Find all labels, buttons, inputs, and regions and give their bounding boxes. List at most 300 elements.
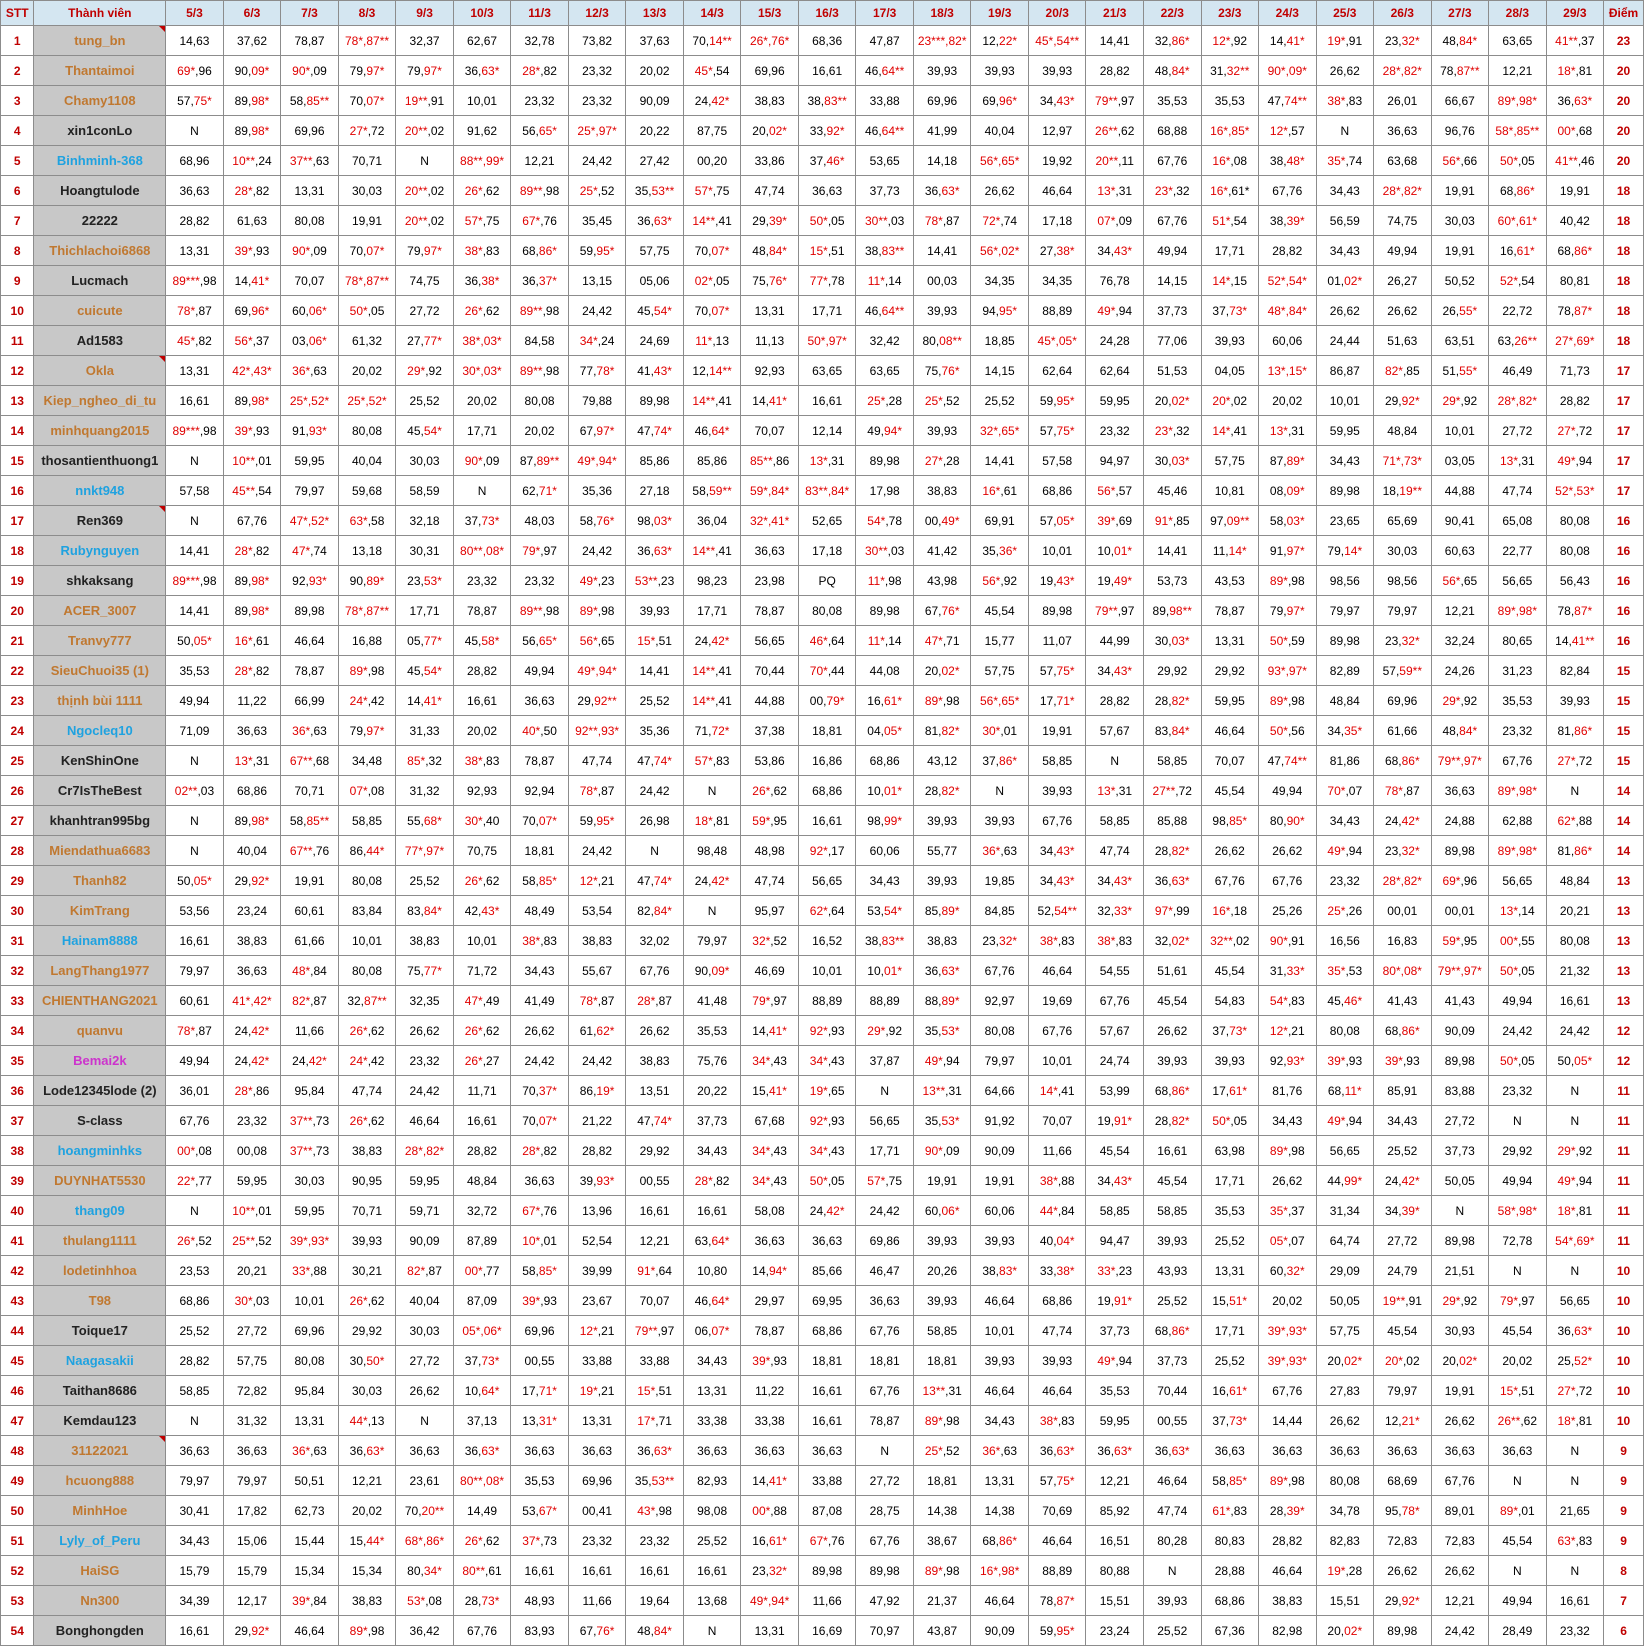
- hit-mark: 15*: [637, 1383, 656, 1398]
- score-cell: 9: [1604, 1496, 1644, 1526]
- hit-mark: 78*: [177, 1023, 196, 1038]
- pick-cell: 91,62: [453, 116, 511, 146]
- row-number: 49: [1, 1466, 34, 1496]
- pick-cell: 60,32*: [1259, 1256, 1317, 1286]
- hit-mark: 34*: [752, 1053, 771, 1068]
- pick-cell: 20,02*: [1316, 1346, 1374, 1376]
- pick-cell: 35,53: [1489, 686, 1547, 716]
- pick-cell: 98,48: [683, 836, 741, 866]
- pick-cell: 51,63: [1374, 326, 1432, 356]
- pick-cell: 00,01: [1431, 896, 1489, 926]
- pick-cell: 59,95: [396, 1166, 454, 1196]
- pick-cell: 26,62: [1431, 1556, 1489, 1586]
- header-score: Điểm: [1604, 1, 1644, 26]
- hit-mark: 89*,98*: [1497, 783, 1538, 798]
- hit-mark: 19*: [1327, 33, 1346, 48]
- pick-cell: 17,18: [798, 536, 856, 566]
- score-cell: 13: [1604, 986, 1644, 1016]
- hit-mark: 42*: [711, 93, 730, 108]
- pick-cell: 16,61: [166, 1616, 224, 1646]
- pick-cell: 79,97: [683, 926, 741, 956]
- header-date: 9/3: [396, 1, 454, 26]
- row-number: 30: [1, 896, 34, 926]
- pick-cell: 27,72: [396, 1346, 454, 1376]
- pick-cell: 26*,52: [166, 1226, 224, 1256]
- pick-cell: 92,93: [741, 356, 799, 386]
- pick-cell: 45,54: [1201, 776, 1259, 806]
- row-number: 32: [1, 956, 34, 986]
- hit-mark: 96*: [251, 303, 270, 318]
- pick-cell: 25,52: [166, 1316, 224, 1346]
- pick-cell: 29,92: [1201, 656, 1259, 686]
- pick-cell: 39,93: [913, 416, 971, 446]
- pick-cell: 79*,97: [741, 986, 799, 1016]
- pick-cell: 14,44: [1259, 1406, 1317, 1436]
- hit-mark: 06*: [308, 303, 327, 318]
- pick-cell: [568, 716, 626, 746]
- pick-cell: 79**,97: [626, 1316, 684, 1346]
- pick-cell: 88,89: [856, 986, 914, 1016]
- pick-cell: 39*,93: [1374, 1046, 1432, 1076]
- pick-cell: 26*,62: [741, 776, 799, 806]
- pick-cell: 47*,74: [281, 536, 339, 566]
- hit-mark: 19*: [596, 1083, 615, 1098]
- pick-cell: N: [626, 836, 684, 866]
- pick-cell: 47,74*: [626, 416, 684, 446]
- hit-mark: 74*: [653, 423, 672, 438]
- hit-mark: 28*: [522, 1143, 541, 1158]
- pick-cell: 37,73*: [1201, 1016, 1259, 1046]
- pick-cell: 40,04: [971, 116, 1029, 146]
- pick-cell: 19*,28: [1316, 1556, 1374, 1586]
- pick-cell: 04,05: [1201, 356, 1259, 386]
- table-row: [1, 1226, 1644, 1256]
- pick-cell: 16,61*: [1489, 236, 1547, 266]
- hit-mark: 28*,82*: [1497, 393, 1538, 408]
- pick-cell: 11,07: [1028, 626, 1086, 656]
- pick-cell: 72,83: [1431, 1526, 1489, 1556]
- hit-mark: 92*: [1401, 393, 1420, 408]
- pick-cell: [798, 476, 856, 506]
- hit-mark: 51*: [1229, 1293, 1248, 1308]
- hit-mark: 86*: [999, 1533, 1018, 1548]
- hit-mark: 45*: [177, 333, 196, 348]
- hit-mark: 50*,97*: [807, 333, 847, 348]
- hit-mark: 61*: [768, 1533, 787, 1548]
- pick-cell: 16,61*: [856, 686, 914, 716]
- hit-mark: 71*,73*: [1382, 453, 1422, 468]
- hit-mark: 96*: [999, 93, 1018, 108]
- header-member: Thành viên: [34, 1, 166, 26]
- table-row: [1, 386, 1644, 416]
- hit-mark: 90*: [464, 453, 483, 468]
- pick-cell: 32,37: [396, 26, 454, 56]
- pick-cell: 89,98: [281, 596, 339, 626]
- hit-mark: 50*: [1499, 1053, 1518, 1068]
- table-row: [1, 1016, 1644, 1046]
- pick-cell: 20,26: [913, 1256, 971, 1286]
- pick-cell: 18,81: [913, 1346, 971, 1376]
- pick-cell: 39,93: [1143, 1226, 1201, 1256]
- pick-cell: 89,98: [1431, 836, 1489, 866]
- row-number: 27: [1, 806, 34, 836]
- pick-cell: 27**,72: [1143, 776, 1201, 806]
- hit-mark: 88**,99*: [460, 153, 505, 168]
- pick-cell: 32**,02: [1201, 926, 1259, 956]
- hit-mark: 87**: [1456, 63, 1480, 78]
- pick-cell: 39*,69: [1086, 506, 1144, 536]
- pick-cell: 14,94*: [741, 1256, 799, 1286]
- member-name: Ad1583: [34, 326, 166, 356]
- hit-mark: 27**: [1152, 783, 1176, 798]
- pick-cell: 67,76*: [568, 1616, 626, 1646]
- pick-cell: N: [1546, 1106, 1604, 1136]
- hit-mark: 83**: [881, 243, 905, 258]
- pick-cell: 57,75: [1201, 446, 1259, 476]
- hit-mark: 38*: [464, 243, 483, 258]
- pick-cell: 69,91: [971, 506, 1029, 536]
- pick-cell: 46,64: [1143, 1466, 1201, 1496]
- pick-cell: 89,98: [856, 1556, 914, 1586]
- pick-cell: 43,53: [1201, 566, 1259, 596]
- table-row: [1, 1526, 1644, 1556]
- pick-cell: 29,92*: [1374, 1586, 1432, 1616]
- pick-cell: 80,65: [1489, 626, 1547, 656]
- hit-mark: 83**: [824, 93, 847, 108]
- hit-mark: 11*: [867, 273, 885, 288]
- pick-cell: 08,09*: [1259, 476, 1317, 506]
- pick-cell: 21,37: [913, 1586, 971, 1616]
- hit-mark: 25*: [1327, 903, 1346, 918]
- pick-cell: 48,84: [1546, 866, 1604, 896]
- pick-cell: 57*,75: [856, 1166, 914, 1196]
- hit-mark: 89*: [1499, 1503, 1518, 1518]
- score-cell: 8: [1604, 1556, 1644, 1586]
- score-cell: 20: [1604, 146, 1644, 176]
- table-row: [1, 926, 1644, 956]
- pick-cell: [396, 1136, 454, 1166]
- pick-cell: 47,74: [1489, 476, 1547, 506]
- pick-cell: 39,93: [1028, 776, 1086, 806]
- hit-mark: 07*: [366, 243, 385, 258]
- pick-cell: [453, 356, 511, 386]
- pick-cell: 38,39*: [1259, 206, 1317, 236]
- pick-cell: 36,63: [856, 1286, 914, 1316]
- pick-cell: 49,94: [511, 656, 569, 686]
- pick-cell: 25,52: [396, 386, 454, 416]
- pick-cell: 38,83: [913, 476, 971, 506]
- hit-mark: 41**: [1555, 153, 1578, 168]
- pick-cell: 82,93: [683, 1466, 741, 1496]
- pick-cell: 80,83: [1201, 1526, 1259, 1556]
- pick-cell: 26,62: [1431, 1406, 1489, 1436]
- hit-mark: 54*: [423, 663, 442, 678]
- pick-cell: 71,73: [1546, 356, 1604, 386]
- pick-cell: 78,87: [1201, 596, 1259, 626]
- pick-cell: 67,76: [1201, 866, 1259, 896]
- pick-cell: 41**,46: [1546, 146, 1604, 176]
- hit-mark: 07*: [711, 1323, 730, 1338]
- pick-cell: 59,95: [281, 446, 339, 476]
- hit-mark: 52*: [1574, 1353, 1593, 1368]
- hit-mark: 39*: [1327, 1053, 1346, 1068]
- pick-cell: 55,67: [568, 956, 626, 986]
- pick-cell: 39,93: [1201, 1046, 1259, 1076]
- hit-mark: 11*: [867, 573, 885, 588]
- hit-mark: 00*: [752, 1503, 771, 1518]
- pick-cell: 12,21: [626, 1226, 684, 1256]
- pick-cell: [741, 506, 799, 536]
- pick-cell: 13,31: [1201, 1256, 1259, 1286]
- hit-mark: 59**: [709, 483, 732, 498]
- pick-cell: N: [856, 1076, 914, 1106]
- pick-cell: 41,99: [913, 116, 971, 146]
- pick-cell: 53**,23: [626, 566, 684, 596]
- pick-cell: 52,65: [798, 506, 856, 536]
- pick-cell: 98,56: [1316, 566, 1374, 596]
- pick-cell: 67,76: [1259, 1376, 1317, 1406]
- pick-cell: 19*,91: [1316, 26, 1374, 56]
- hit-mark: 78*: [177, 303, 196, 318]
- hit-mark: 14**: [692, 693, 716, 708]
- pick-cell: 45,54: [1143, 1166, 1201, 1196]
- pick-cell: 24,42: [568, 146, 626, 176]
- pick-cell: 61,63: [223, 206, 281, 236]
- pick-cell: 46*,64: [798, 626, 856, 656]
- pick-cell: 85,92: [1086, 1496, 1144, 1526]
- pick-cell: 57,75*: [1028, 656, 1086, 686]
- pick-cell: 35,36: [626, 716, 684, 746]
- pick-cell: 13,31: [971, 1466, 1029, 1496]
- pick-cell: 79,88: [568, 386, 626, 416]
- pick-cell: 79**,97: [1086, 596, 1144, 626]
- pick-cell: 44*,13: [338, 1406, 396, 1436]
- pick-cell: 47,74*: [626, 866, 684, 896]
- pick-cell: 36,63*: [338, 1436, 396, 1466]
- pick-cell: 39,93: [913, 56, 971, 86]
- hit-mark: 89*: [349, 1623, 368, 1638]
- table-row: [1, 956, 1644, 986]
- pick-cell: 17,18: [1028, 206, 1086, 236]
- hit-mark: 99*: [883, 813, 903, 828]
- pick-cell: 15*,51: [626, 626, 684, 656]
- pick-cell: 15,34: [281, 1556, 339, 1586]
- pick-cell: 67,76: [1143, 146, 1201, 176]
- pick-cell: 20,02: [338, 356, 396, 386]
- score-cell: 10: [1604, 1376, 1644, 1406]
- header-date: 28/3: [1489, 1, 1547, 26]
- pick-cell: 10,01: [1431, 416, 1489, 446]
- pick-cell: [338, 266, 396, 296]
- hit-mark: 12*: [579, 873, 598, 888]
- hit-mark: 89*: [366, 573, 385, 588]
- pick-cell: 41,43*: [626, 356, 684, 386]
- hit-mark: 70*: [809, 663, 828, 678]
- hit-mark: 18*: [1557, 1413, 1576, 1428]
- pick-cell: 24,42: [511, 1046, 569, 1076]
- hit-mark: 42*: [251, 1053, 270, 1068]
- pick-cell: 65,08: [1489, 506, 1547, 536]
- pick-cell: 36,63: [1316, 1436, 1374, 1466]
- hit-mark: 26**: [1514, 333, 1538, 348]
- hit-mark: 16*: [982, 483, 1001, 498]
- pick-cell: N: [166, 746, 224, 776]
- pick-cell: 20,02: [338, 1496, 396, 1526]
- pick-cell: 29,09: [1316, 1256, 1374, 1286]
- pick-cell: 30,03*: [1143, 626, 1201, 656]
- hit-mark: 92*: [826, 123, 845, 138]
- pick-cell: 24,42*: [683, 866, 741, 896]
- hit-mark: 32*: [999, 933, 1018, 948]
- pick-cell: 25*,26: [1316, 896, 1374, 926]
- hit-mark: 20**: [404, 183, 428, 198]
- pick-cell: 01,02*: [1316, 266, 1374, 296]
- hit-mark: 86*: [1171, 1323, 1190, 1338]
- pick-cell: 30,03: [1431, 206, 1489, 236]
- pick-cell: 24*,42: [338, 1046, 396, 1076]
- pick-cell: 38,83: [568, 926, 626, 956]
- pick-cell: 06,07*: [683, 1316, 741, 1346]
- pick-cell: 12*,92: [1201, 26, 1259, 56]
- hit-mark: 05*: [193, 873, 212, 888]
- row-number: 12: [1, 356, 34, 386]
- pick-cell: 82*,87: [281, 986, 339, 1016]
- pick-cell: 37,73: [856, 176, 914, 206]
- pick-cell: 13*,31: [1259, 416, 1317, 446]
- pick-cell: 91,93*: [281, 416, 339, 446]
- pick-cell: 47,92: [856, 1586, 914, 1616]
- pick-cell: [453, 536, 511, 566]
- hit-mark: 09*: [1286, 483, 1305, 498]
- pick-cell: 27,72: [1374, 1226, 1432, 1256]
- hit-mark: 11*: [867, 633, 885, 648]
- pick-cell: 91,92: [971, 1106, 1029, 1136]
- pick-cell: 95,84: [281, 1076, 339, 1106]
- pick-cell: 11*,14: [856, 626, 914, 656]
- pick-cell: 67,76: [453, 1616, 511, 1646]
- hit-mark: 37**: [289, 153, 313, 168]
- pick-cell: 30,03: [396, 446, 454, 476]
- pick-cell: 38*,83: [453, 746, 511, 776]
- pick-cell: 59,95*: [568, 806, 626, 836]
- pick-cell: 49,94: [166, 1046, 224, 1076]
- score-cell: 10: [1604, 1286, 1644, 1316]
- pick-cell: 69,96: [1374, 686, 1432, 716]
- pick-cell: 30,03: [338, 1376, 396, 1406]
- hit-mark: 79**,97*: [1437, 753, 1482, 768]
- pick-cell: 33,88: [798, 1466, 856, 1496]
- pick-cell: 28*,82: [511, 56, 569, 86]
- hit-mark: 38*: [1039, 1173, 1058, 1188]
- pick-cell: 27,18: [626, 476, 684, 506]
- header-date: 22/3: [1143, 1, 1201, 26]
- pick-cell: 24,42*: [683, 86, 741, 116]
- score-cell: 15: [1604, 686, 1644, 716]
- pick-cell: 18*,81: [1546, 56, 1604, 86]
- hit-mark: 44*: [366, 1533, 385, 1548]
- pick-cell: 45,46*: [1316, 986, 1374, 1016]
- hit-mark: 89***: [172, 273, 200, 288]
- hit-mark: 83**,84*: [805, 483, 850, 498]
- hit-mark: 93*: [308, 573, 327, 588]
- pick-cell: N: [683, 776, 741, 806]
- hit-mark: 95*: [596, 813, 615, 828]
- hit-mark: 41*: [768, 393, 787, 408]
- hit-mark: 63*: [1574, 1323, 1593, 1338]
- pick-cell: 14*,15: [1201, 266, 1259, 296]
- pick-cell: 10**,24: [223, 146, 281, 176]
- pick-cell: 56,65: [1316, 1136, 1374, 1166]
- pick-cell: 79,97*: [396, 56, 454, 86]
- pick-cell: 36,63*: [626, 206, 684, 236]
- hit-mark: 82*: [1171, 843, 1190, 858]
- pick-cell: [1489, 206, 1547, 236]
- pick-cell: 34,43: [1374, 1106, 1432, 1136]
- row-number: 9: [1, 266, 34, 296]
- hit-mark: 91*: [1154, 513, 1173, 528]
- hit-mark: 54*: [883, 903, 903, 918]
- hit-mark: 14*: [1212, 273, 1231, 288]
- hit-mark: 02*: [1344, 1623, 1363, 1638]
- pick-cell: 68,36: [798, 26, 856, 56]
- pick-cell: 64,66: [971, 1076, 1029, 1106]
- pick-cell: 34*,43: [798, 1136, 856, 1166]
- hit-mark: 07*: [711, 303, 730, 318]
- hit-mark: 78*: [579, 783, 598, 798]
- pick-cell: 69,96*: [971, 86, 1029, 116]
- pick-cell: 43,93: [1143, 1256, 1201, 1286]
- pick-cell: 45,54: [1374, 1316, 1432, 1346]
- row-number: 28: [1, 836, 34, 866]
- pick-cell: 65,69: [1374, 506, 1432, 536]
- pick-cell: N: [1546, 1436, 1604, 1466]
- hit-mark: 28*: [234, 663, 253, 678]
- hit-mark: 43*: [1114, 243, 1133, 258]
- pick-cell: 13*,14: [1489, 896, 1547, 926]
- pick-cell: 63,98: [1201, 1136, 1259, 1166]
- pick-cell: 70,07*: [338, 236, 396, 266]
- pick-cell: 37**,63: [281, 146, 339, 176]
- pick-cell: 26*,62: [453, 1016, 511, 1046]
- pick-cell: 39,93: [338, 1226, 396, 1256]
- pick-cell: 51*,54: [1201, 206, 1259, 236]
- hit-mark: 43*: [1056, 573, 1075, 588]
- pick-cell: 38,83*: [971, 1256, 1029, 1286]
- pick-cell: 19,91*: [1086, 1286, 1144, 1316]
- hit-mark: 26*: [752, 783, 771, 798]
- hit-mark: 02**: [174, 783, 198, 798]
- pick-cell: 38,83**: [856, 236, 914, 266]
- pick-cell: 58,85: [1086, 1196, 1144, 1226]
- pick-cell: 70,20**: [396, 1496, 454, 1526]
- hit-mark: 80**,08*: [460, 543, 505, 558]
- pick-cell: 28,88: [1201, 1556, 1259, 1586]
- pick-cell: N: [1489, 1466, 1547, 1496]
- pick-cell: 38,83: [223, 926, 281, 956]
- hit-mark: 85**: [306, 813, 330, 828]
- pick-cell: 87,09: [453, 1286, 511, 1316]
- pick-cell: 67**,76: [281, 836, 339, 866]
- pick-cell: 15*,51: [798, 236, 856, 266]
- hit-mark: 35*: [1269, 1203, 1288, 1218]
- hit-mark: 97*: [1286, 543, 1305, 558]
- hit-mark: 67**: [289, 753, 313, 768]
- header-date: 14/3: [683, 1, 741, 26]
- pick-cell: 47,74: [568, 746, 626, 776]
- pick-cell: 78,87: [741, 1316, 799, 1346]
- pick-cell: 34,43*: [1028, 866, 1086, 896]
- pick-cell: 46,47: [856, 1256, 914, 1286]
